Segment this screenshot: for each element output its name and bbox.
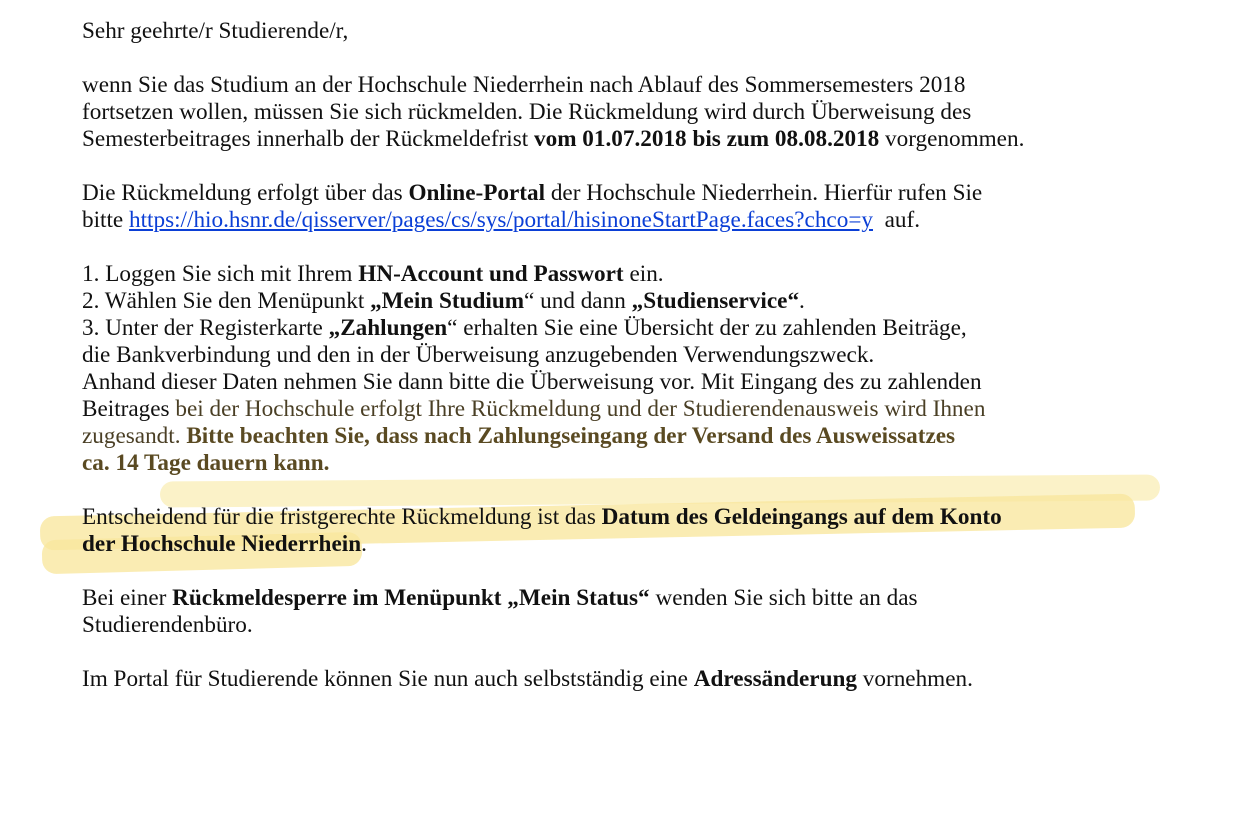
paragraph-payment-date: Entscheidend für die fristgerechte Rückmeldung ist das Datum des Geldeingangs auf dem Konto der Hochschule Niederrhein. [82,504,1002,557]
greeting: Sehr geehrte/r Studierende/r, [82,18,349,44]
letter-body [82,18,1232,720]
paragraph-address-change: Im Portal für Studierende können Sie nun auch selbstständig eine Adressänderung vornehmen. [82,666,973,692]
paragraph-registration-block: Bei einer Rückmeldesperre im Menüpunkt „Mein Status“ wenden Sie sich bitte an das Studierendenbüro. [82,585,918,638]
paragraph-re-registration: wenn Sie das Studium an der Hochschule Niederrhein nach Ablauf des Sommersemesters 2018 fortsetzen wollen, müssen Sie sich rückmelden. Die Rückmeldung wird durch Überweisung des Semesterbeitrages innerhalb der Rückmeldefrist vom 01.07.2018 bis zum 08.08.2018 vorgenommen. [82,72,1025,152]
steps-list: 1. Loggen Sie sich mit Ihrem HN-Account und Passwort ein. 2. Wählen Sie den Menüpunkt „Mein Studium“ und dann „Studienservice“. 3. Unter der Registerkarte „Zahlungen“ erhalten Sie eine Übersicht der zu zahlenden Beiträge, die Bankverbindung und den in der Überweisung anzugebenden Verwendungszweck. Anhand dieser Daten nehmen Sie dann bitte die Überweisung vor. Mit Eingang des zu zahlenden Beitrages bei der Hochschule erfolgt Ihre Rückmeldung und der Studierendenausweis wird Ihnen zugesandt. Bitte beachten Sie, dass nach Zahlungseingang der Versand des Ausweissatzes ca. 14 Tage dauern kann. [82,261,1232,477]
paragraph-online-portal: Die Rückmeldung erfolgt über das Online-Portal der Hochschule Niederrhein. Hierfür rufen Sie bitte https://hio.hsnr.de/qisserver/pages/cs/sys/portal/hisinoneStartPage.faces?chco=y auf. [82,180,983,233]
deadline-text: vom 01.07.2018 bis zum 08.08.2018 [534,126,880,152]
highlighted-notice-end: ca. 14 Tage dauern kann. [82,450,330,476]
highlighted-text: bei der Hochschule erfolgt Ihre Rückmeldung und der Studierendenausweis wird Ihnen [169,396,986,422]
step-3: 3. Unter der Registerkarte „Zahlungen“ erhalten Sie eine Übersicht der zu zahlenden Beiträge, [82,315,967,341]
highlighted-notice: Bitte beachten Sie, dass nach Zahlungseingang der Versand des Ausweissatzes [186,423,956,449]
step-2: 2. Wählen Sie den Menüpunkt „Mein Studium“ und dann „Studienservice“. [82,288,805,314]
portal-link[interactable]: https://hio.hsnr.de/qisserver/pages/cs/sys/portal/hisinoneStartPage.faces?chco=y [129,207,873,233]
step-1: 1. Loggen Sie sich mit Ihrem HN-Account und Passwort ein. [82,261,664,287]
